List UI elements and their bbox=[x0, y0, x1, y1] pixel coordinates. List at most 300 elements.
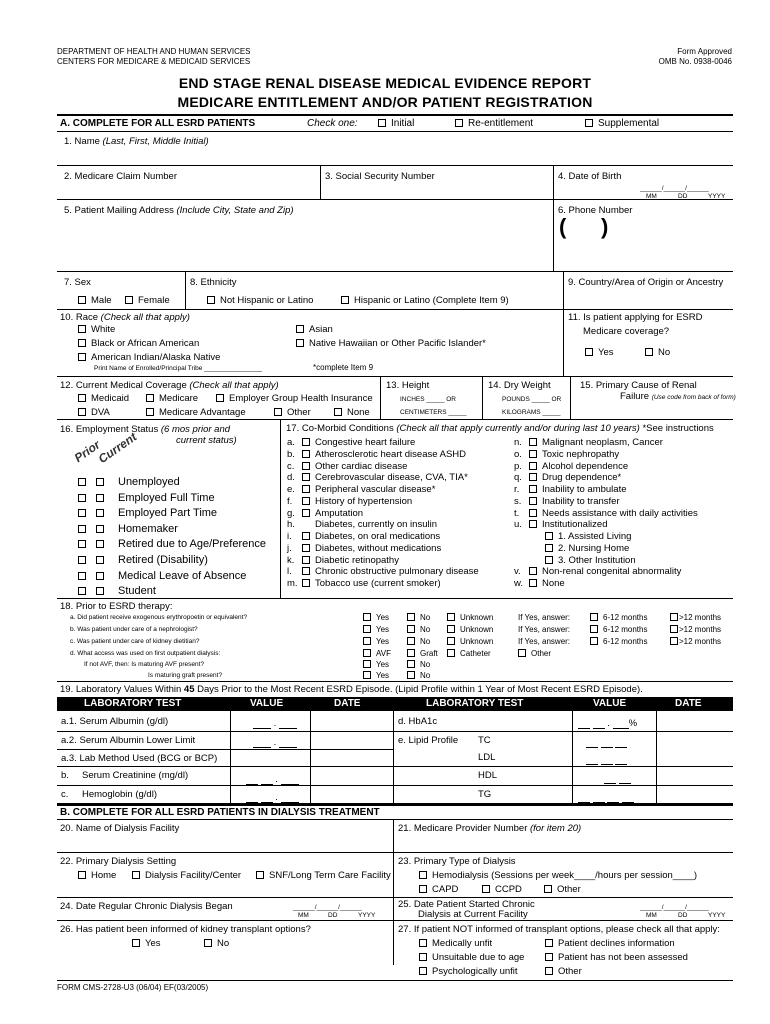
complete-item9-note: *complete Item 9 bbox=[313, 363, 374, 372]
q18-c-label: c. Was patient under care of kidney dietitian? bbox=[70, 638, 200, 645]
comorbid-letter: n. bbox=[514, 437, 522, 448]
employment-row-retired-due-to-age-preference[interactable] bbox=[78, 538, 266, 551]
q18-d-label: d. What access was used on first outpatient dialysis: bbox=[70, 650, 221, 657]
dob-slashes: ______/______/______ bbox=[640, 185, 709, 192]
dialysis-facility-field[interactable]: 20. Name of Dialysis Facility bbox=[60, 823, 180, 834]
current-checkbox[interactable] bbox=[96, 509, 104, 517]
comorbid-letter: w. bbox=[514, 578, 523, 589]
omb-number: OMB No. 0938-0046 bbox=[658, 57, 732, 66]
comorbid-non-renal-congenital-abnormality[interactable] bbox=[514, 566, 681, 577]
comorbid-letter: h. bbox=[287, 519, 295, 531]
comorbid-drug-dependence[interactable] bbox=[514, 472, 621, 483]
name-field[interactable]: 1. Name (Last, First, Middle Initial) bbox=[64, 136, 209, 147]
reason-other[interactable]: Other bbox=[545, 966, 582, 977]
lab-header-value-left: VALUE bbox=[250, 698, 284, 709]
comorbid-checkbox[interactable] bbox=[302, 462, 310, 470]
comorbid-label: Diabetic retinopathy bbox=[315, 554, 399, 566]
comorbid-label: Peripheral vascular disease* bbox=[315, 484, 436, 495]
q18-no-checkbox[interactable] bbox=[407, 625, 415, 633]
q18-b-12plus[interactable] bbox=[670, 625, 721, 635]
comorbid-label: Diabetes, without medications bbox=[315, 542, 442, 554]
informed-yes-checkbox[interactable] bbox=[132, 939, 140, 947]
ethnicity-not-hispanic[interactable]: Not Hispanic or Latino bbox=[207, 295, 313, 306]
coverage-ma[interactable]: Medicare Advantage bbox=[146, 407, 246, 418]
q18-d-graft[interactable] bbox=[407, 649, 438, 659]
q18-b-no[interactable] bbox=[407, 625, 430, 635]
comorbid-checkbox[interactable] bbox=[302, 532, 310, 540]
initial-checkbox[interactable] bbox=[378, 119, 386, 127]
dept-line-2: CENTERS FOR MEDICARE & MEDICAID SERVICES bbox=[57, 57, 251, 66]
albumin-value-input[interactable]: . bbox=[253, 718, 297, 729]
ldl-value-input[interactable] bbox=[586, 754, 627, 765]
type-ccpd[interactable]: CCPD bbox=[482, 884, 522, 895]
months-6-12-checkbox[interactable] bbox=[590, 625, 598, 633]
months-12-plus-checkbox[interactable] bbox=[670, 613, 678, 621]
employment-hint: current status) bbox=[176, 435, 237, 446]
comorbid-amputation[interactable] bbox=[287, 508, 363, 519]
comorbid-other-cardiac-disease[interactable] bbox=[287, 461, 407, 472]
lab-method: a.3. Lab Method Used (BCG or BCP) bbox=[61, 753, 218, 764]
q18-a-6-12[interactable] bbox=[590, 613, 647, 623]
comorbid-letter: p. bbox=[514, 460, 522, 472]
reentitlement-checkbox[interactable] bbox=[455, 119, 463, 127]
prior-checkbox[interactable] bbox=[78, 572, 86, 580]
weight-pounds-field[interactable]: POUNDS _____ OR bbox=[502, 396, 562, 403]
type-hemodialysis[interactable]: Hemodialysis (Sessions per week____/hours per session____) bbox=[419, 870, 697, 881]
race-aian[interactable]: American Indian/Alaska Native bbox=[78, 352, 220, 363]
q18-e-yes[interactable] bbox=[363, 660, 389, 670]
form-approved: Form Approved bbox=[677, 47, 732, 56]
lab-tg: TG bbox=[478, 789, 492, 800]
transplant-informed-no[interactable]: No bbox=[204, 938, 229, 949]
comorbid-checkbox[interactable] bbox=[529, 520, 537, 528]
comorbid-checkbox[interactable] bbox=[302, 450, 310, 458]
comorbid-checkbox[interactable] bbox=[302, 485, 310, 493]
declines-checkbox[interactable] bbox=[545, 939, 553, 947]
current-checkbox[interactable] bbox=[96, 587, 104, 595]
entitlement-initial[interactable]: Initial bbox=[378, 118, 414, 130]
months-6-12-checkbox[interactable] bbox=[590, 613, 598, 621]
coverage-medicare[interactable]: Medicare bbox=[146, 393, 198, 404]
q18-c-12plus[interactable] bbox=[670, 637, 721, 647]
height-inches-field[interactable]: INCHES _____ OR bbox=[400, 396, 456, 403]
comorbid-tobacco-use-current-smoker[interactable] bbox=[287, 578, 441, 589]
coverage-none[interactable]: None bbox=[334, 407, 370, 418]
q18-c-unknown[interactable] bbox=[447, 637, 493, 647]
setting-home[interactable]: Home bbox=[78, 870, 116, 881]
hispanic-checkbox[interactable] bbox=[341, 296, 349, 304]
nhpi-checkbox[interactable] bbox=[296, 339, 304, 347]
home-checkbox[interactable] bbox=[78, 871, 86, 879]
q18-e-no[interactable] bbox=[407, 660, 430, 670]
comorbid-checkbox[interactable] bbox=[529, 497, 537, 505]
coverage-label: 12. Current Medical Coverage (Check all that apply) bbox=[60, 380, 279, 391]
date-of-birth-field[interactable]: 4. Date of Birth bbox=[558, 171, 622, 182]
comorbid-letter: l. bbox=[287, 566, 292, 578]
comorbid-letter: t. bbox=[514, 507, 520, 519]
q18-yes-checkbox[interactable] bbox=[363, 625, 371, 633]
comorbid-none[interactable] bbox=[514, 578, 565, 589]
comorbid-checkbox[interactable] bbox=[529, 473, 537, 481]
comorbid-inability-to-ambulate[interactable] bbox=[514, 484, 627, 495]
ethnicity-label: 8. Ethnicity bbox=[190, 277, 237, 288]
coverage-other[interactable]: Other bbox=[274, 407, 311, 418]
supplemental-checkbox[interactable] bbox=[585, 119, 593, 127]
comorbid-institutionalized[interactable] bbox=[514, 519, 607, 530]
q18-option-label: No bbox=[420, 625, 431, 634]
employment-row-homemaker[interactable] bbox=[78, 523, 178, 536]
comorbid-label: Malignant neoplasm, Cancer bbox=[542, 437, 663, 448]
comorbid-label: Tobacco use (current smoker) bbox=[315, 578, 441, 589]
hemoglobin-value-input[interactable]: . bbox=[246, 792, 299, 803]
race-black[interactable]: Black or African American bbox=[78, 338, 199, 349]
race-nhpi[interactable]: Native Hawaiian or Other Pacific Islander* bbox=[296, 338, 486, 349]
comorbid-checkbox[interactable] bbox=[302, 473, 310, 481]
comorbid-3-other-institution[interactable] bbox=[530, 555, 636, 566]
dob-dd: DD bbox=[678, 193, 688, 200]
height-label: 13. Height bbox=[386, 380, 430, 391]
q18-c-6-12[interactable] bbox=[590, 637, 647, 647]
comorbid-1-assisted-living[interactable] bbox=[530, 531, 631, 542]
capd-checkbox[interactable] bbox=[419, 885, 427, 893]
reason-psych-unfit[interactable]: Psychologically unfit bbox=[419, 966, 518, 977]
height-cm-field[interactable]: CENTIMETERS _____ bbox=[400, 409, 467, 416]
comorbid-checkbox[interactable] bbox=[302, 497, 310, 505]
comorbid-label: Cerebrovascular disease, CVA, TIA* bbox=[315, 472, 468, 484]
q18-avf-checkbox[interactable] bbox=[363, 649, 371, 657]
comorbid-needs-assistance-with-daily-activities[interactable] bbox=[514, 508, 698, 519]
dialysis-type-label: 23. Primary Type of Dialysis bbox=[398, 856, 516, 867]
comorbid-label: Congestive heart failure bbox=[315, 437, 416, 448]
employment-row-unemployed[interactable] bbox=[78, 476, 180, 489]
comorbid-checkbox[interactable] bbox=[302, 579, 310, 587]
q18-yes-checkbox[interactable] bbox=[363, 613, 371, 621]
comorbid-2-nursing-home[interactable] bbox=[530, 543, 629, 554]
center-checkbox[interactable] bbox=[132, 871, 140, 879]
comorbid-checkbox[interactable] bbox=[529, 579, 537, 587]
race-white[interactable]: White bbox=[78, 324, 115, 335]
phone-paren-open: ( bbox=[559, 214, 567, 239]
comorbid-checkbox[interactable] bbox=[545, 556, 553, 564]
q18-b-unknown[interactable] bbox=[447, 625, 493, 635]
male-checkbox[interactable] bbox=[78, 296, 86, 304]
country-origin-field[interactable]: 9. Country/Area of Origin or Ancestry bbox=[568, 277, 724, 288]
ssn-field[interactable]: 3. Social Security Number bbox=[325, 171, 435, 182]
started-facility-date[interactable]: ______/______/______ bbox=[640, 904, 709, 911]
q18-unknown-checkbox[interactable] bbox=[447, 625, 455, 633]
comorbid-label: 1. Assisted Living bbox=[558, 531, 632, 542]
q18-no-checkbox[interactable] bbox=[407, 613, 415, 621]
comorbid-label: Drug dependence* bbox=[542, 472, 622, 484]
comorbid-label: Diabetes, currently on insulin bbox=[315, 519, 437, 531]
comorbid-malignant-neoplasm-cancer[interactable] bbox=[514, 437, 663, 448]
lab-header-test-left: LABORATORY TEST bbox=[84, 698, 182, 709]
type-capd[interactable]: CAPD bbox=[419, 884, 458, 895]
unfit-checkbox[interactable] bbox=[419, 939, 427, 947]
comorbid-checkbox[interactable] bbox=[302, 438, 310, 446]
ethnicity-hispanic[interactable]: Hispanic or Latino (Complete Item 9) bbox=[341, 295, 509, 306]
months-12-plus-checkbox[interactable] bbox=[670, 625, 678, 633]
entitlement-supplemental[interactable]: Supplemental bbox=[585, 118, 659, 130]
prior-checkbox[interactable] bbox=[78, 587, 86, 595]
provider-number-field[interactable]: 21. Medicare Provider Number (for item 20) bbox=[398, 823, 582, 834]
setting-center[interactable]: Dialysis Facility/Center bbox=[132, 870, 241, 881]
comorbid-diabetic-retinopathy[interactable] bbox=[287, 555, 399, 566]
comorbid-checkbox[interactable] bbox=[302, 556, 310, 564]
q18-a-label: a. Did patient receive exogenous erythropoetin or equivalent? bbox=[70, 614, 248, 621]
reason-medically-unfit[interactable]: Medically unfit bbox=[419, 938, 492, 949]
comorbid-checkbox[interactable] bbox=[529, 462, 537, 470]
q18-no-checkbox[interactable] bbox=[407, 671, 415, 679]
employment-row-employed-part-time[interactable] bbox=[78, 507, 217, 520]
comorbid-checkbox[interactable] bbox=[545, 544, 553, 552]
reason-other-checkbox[interactable] bbox=[545, 967, 553, 975]
comorbid-history-of-hypertension[interactable] bbox=[287, 496, 412, 507]
comorbid-letter: k. bbox=[287, 554, 295, 566]
not-informed-label: 27. If patient NOT informed of transplant options, please check all that apply: bbox=[398, 924, 720, 935]
comorbid-chronic-obstructive-pulmonary-disease[interactable] bbox=[287, 566, 479, 577]
months-12-plus-checkbox[interactable] bbox=[670, 637, 678, 645]
lab-tc: TC bbox=[478, 735, 491, 746]
comorbid-label: History of hypertension bbox=[315, 495, 413, 507]
tg-value-input[interactable] bbox=[578, 792, 634, 803]
ma-checkbox[interactable] bbox=[146, 408, 154, 416]
sex-label: 7. Sex bbox=[64, 277, 91, 288]
current-checkbox[interactable] bbox=[96, 572, 104, 580]
other-type-checkbox[interactable] bbox=[544, 885, 552, 893]
q18-option-label: Yes bbox=[376, 625, 390, 634]
q18-a-if-yes: If Yes, answer: bbox=[518, 613, 571, 622]
q18-yes-checkbox[interactable] bbox=[363, 671, 371, 679]
sex-male[interactable]: Male bbox=[78, 295, 112, 306]
prior-esrd-label: 18. Prior to ESRD therapy: bbox=[60, 601, 173, 612]
current-checkbox[interactable] bbox=[96, 540, 104, 548]
ccpd-checkbox[interactable] bbox=[482, 885, 490, 893]
comorbid-checkbox[interactable] bbox=[529, 509, 537, 517]
mailing-address-field[interactable]: 5. Patient Mailing Address (Include City, State and Zip) bbox=[64, 205, 294, 216]
creatinine-value-input[interactable]: . bbox=[246, 774, 299, 785]
q18-option-label: No bbox=[420, 613, 431, 622]
dob-mm: MM bbox=[646, 193, 657, 200]
q18-d-other[interactable] bbox=[518, 649, 551, 659]
q18-f-yes[interactable] bbox=[363, 671, 389, 681]
current-checkbox[interactable] bbox=[96, 478, 104, 486]
race-asian[interactable]: Asian bbox=[296, 324, 333, 335]
informed-no-checkbox[interactable] bbox=[204, 939, 212, 947]
comorbid-diabetes-on-oral-medications[interactable] bbox=[287, 531, 440, 542]
comorbid-label: Institutionalized bbox=[542, 519, 608, 531]
comorbid-letter: j. bbox=[287, 542, 292, 554]
q18-f-no[interactable] bbox=[407, 671, 430, 681]
lab-albumin: a.1. Serum Albumin (g/dl) bbox=[61, 716, 169, 727]
comorbid-atherosclerotic-heart-disease-ashd[interactable] bbox=[287, 449, 466, 460]
lab-header-date-left: DATE bbox=[334, 698, 361, 709]
not-assessed-checkbox[interactable] bbox=[545, 953, 553, 961]
months-6-12-checkbox[interactable] bbox=[590, 637, 598, 645]
lab-c: c. bbox=[61, 789, 69, 800]
q18-c-no[interactable] bbox=[407, 637, 430, 647]
comorbid-cerebrovascular-disease-cva-tia[interactable] bbox=[287, 472, 468, 483]
current-checkbox[interactable] bbox=[96, 494, 104, 502]
current-checkbox[interactable] bbox=[96, 525, 104, 533]
hdl-value-input[interactable] bbox=[604, 773, 631, 784]
employment-row-employed-full-time[interactable] bbox=[78, 492, 215, 505]
comorbid-checkbox[interactable] bbox=[545, 532, 553, 540]
comorbid-letter: f. bbox=[287, 495, 293, 507]
sex-female[interactable]: Female bbox=[125, 295, 170, 306]
comorbid-toxic-nephropathy[interactable] bbox=[514, 449, 619, 460]
q18-other-checkbox[interactable] bbox=[518, 649, 526, 657]
dialysis-began-label: 24. Date Regular Chronic Dialysis Began bbox=[60, 901, 233, 912]
phone-number-field[interactable]: 6. Phone Number bbox=[558, 205, 633, 216]
comorbid-label: Inability to ambulate bbox=[542, 484, 627, 495]
female-checkbox[interactable] bbox=[125, 296, 133, 304]
comorbid-label: Amputation bbox=[315, 507, 364, 519]
esrd-applying-q2: Medicare coverage? bbox=[583, 326, 670, 337]
coverage-egh[interactable]: Employer Group Health Insurance bbox=[216, 393, 373, 404]
asian-checkbox[interactable] bbox=[296, 325, 304, 333]
comorbid-checkbox[interactable] bbox=[529, 567, 537, 575]
q18-option-label: Yes bbox=[376, 660, 390, 669]
unsuitable-checkbox[interactable] bbox=[419, 953, 427, 961]
medicare-claim-number-field[interactable]: 2. Medicare Claim Number bbox=[64, 171, 177, 182]
q18-a-unknown[interactable] bbox=[447, 613, 493, 623]
medicare-checkbox[interactable] bbox=[146, 394, 154, 402]
esrd-applying-no[interactable]: No bbox=[645, 347, 670, 358]
comorbid-inability-to-transfer[interactable] bbox=[514, 496, 620, 507]
comorbid-label: None bbox=[542, 578, 565, 589]
q18-d-avf[interactable] bbox=[363, 649, 391, 659]
section-a-title: A. COMPLETE FOR ALL ESRD PATIENTS bbox=[60, 118, 256, 129]
q18-yes-checkbox[interactable] bbox=[363, 660, 371, 668]
reason-unsuitable-age[interactable]: Unsuitable due to age bbox=[419, 952, 524, 963]
aian-checkbox[interactable] bbox=[78, 353, 86, 361]
q18-option-label: No bbox=[420, 637, 431, 646]
q18-a-no[interactable] bbox=[407, 613, 430, 623]
started-dd: DD bbox=[678, 912, 688, 919]
weight-kg-field[interactable]: KILOGRAMS _____ bbox=[502, 409, 561, 416]
q18-c-if-yes: If Yes, answer: bbox=[518, 637, 571, 646]
comorbid-letter: c. bbox=[287, 460, 295, 472]
comorbid-label: 2. Nursing Home bbox=[558, 542, 630, 554]
dialysis-began-date[interactable]: ______/______/______ bbox=[293, 904, 362, 911]
comorbid-congestive-heart-failure[interactable] bbox=[287, 437, 415, 448]
employment-row-medical-leave-of-absence[interactable] bbox=[78, 570, 246, 583]
comorbid-checkbox[interactable] bbox=[302, 567, 310, 575]
setting-snf[interactable]: SNF/Long Term Care Facility bbox=[256, 870, 391, 881]
prior-checkbox[interactable] bbox=[78, 540, 86, 548]
tribe-name-field[interactable]: Print Name of Enrolled/Principal Tribe ________________ bbox=[94, 365, 263, 372]
tc-value-input[interactable] bbox=[586, 737, 627, 748]
q18-option-label: Unknown bbox=[460, 613, 494, 622]
employment-option-label: Medical Leave of Absence bbox=[118, 569, 247, 582]
white-checkbox[interactable] bbox=[78, 325, 86, 333]
esrd-yes-checkbox[interactable] bbox=[585, 348, 593, 356]
comorbid-alcohol-dependence[interactable] bbox=[514, 461, 628, 472]
q18-option-label: Catheter bbox=[460, 649, 491, 658]
q18-a-yes[interactable] bbox=[363, 613, 389, 623]
entitlement-reentitlement[interactable]: Re-entitlement bbox=[455, 118, 533, 130]
hba1c-value-input[interactable]: . % bbox=[578, 718, 637, 729]
q18-a-12plus[interactable] bbox=[670, 613, 721, 623]
prior-checkbox[interactable] bbox=[78, 478, 86, 486]
prior-checkbox[interactable] bbox=[78, 494, 86, 502]
q18-b-yes[interactable] bbox=[363, 625, 389, 635]
began-mm: MM bbox=[298, 912, 309, 919]
other-coverage-checkbox[interactable] bbox=[274, 408, 282, 416]
comorbid-label: Non-renal congenital abnormality bbox=[542, 566, 682, 578]
lab-header-date-right: DATE bbox=[675, 698, 702, 709]
esrd-no-checkbox[interactable] bbox=[645, 348, 653, 356]
q18-graft-checkbox[interactable] bbox=[407, 649, 415, 657]
lab-creatinine: Serum Creatinine (mg/dl) bbox=[82, 770, 189, 781]
prior-checkbox[interactable] bbox=[78, 525, 86, 533]
comorbid-checkbox[interactable] bbox=[302, 544, 310, 552]
q18-c-yes[interactable] bbox=[363, 637, 389, 647]
transplant-informed-yes[interactable]: Yes bbox=[132, 938, 161, 949]
reason-declines[interactable]: Patient declines information bbox=[545, 938, 675, 949]
reason-not-assessed[interactable]: Patient has not been assessed bbox=[545, 952, 688, 963]
q18-b-6-12[interactable] bbox=[590, 625, 647, 635]
not-hispanic-checkbox[interactable] bbox=[207, 296, 215, 304]
comorbid-label: 17. Co-Morbid Conditions (Check all that apply currently and/or during last 10 years) *See instructions bbox=[286, 423, 714, 434]
medicaid-checkbox[interactable] bbox=[78, 394, 86, 402]
employment-row-retired-disability[interactable] bbox=[78, 554, 208, 567]
comorbid-peripheral-vascular-disease[interactable] bbox=[287, 484, 435, 495]
egh-checkbox[interactable] bbox=[216, 394, 224, 402]
q18-d-catheter[interactable] bbox=[447, 649, 491, 659]
started-facility-label-1: 25. Date Patient Started Chronic bbox=[398, 899, 535, 910]
q18-no-checkbox[interactable] bbox=[407, 637, 415, 645]
section-b-title: B. COMPLETE FOR ALL ESRD PATIENTS IN DIALYSIS TREATMENT bbox=[60, 807, 380, 818]
none-coverage-checkbox[interactable] bbox=[334, 408, 342, 416]
esrd-applying-yes[interactable]: Yes bbox=[585, 347, 614, 358]
lab-albumin-lower: a.2. Serum Albumin Lower Limit bbox=[61, 735, 196, 746]
coverage-dva[interactable]: DVA bbox=[78, 407, 110, 418]
comorbid-label: 3. Other Institution bbox=[558, 554, 636, 566]
comorbid-letter: b. bbox=[287, 448, 295, 460]
albumin-lower-value-input[interactable]: . bbox=[253, 737, 297, 748]
dva-checkbox[interactable] bbox=[78, 408, 86, 416]
comorbid-checkbox[interactable] bbox=[529, 450, 537, 458]
prior-checkbox[interactable] bbox=[78, 556, 86, 564]
comorbid-letter: m. bbox=[287, 578, 298, 589]
coverage-medicaid[interactable]: Medicaid bbox=[78, 393, 129, 404]
employment-row-student[interactable] bbox=[78, 585, 156, 598]
q18-catheter-checkbox[interactable] bbox=[447, 649, 455, 657]
snf-checkbox[interactable] bbox=[256, 871, 264, 879]
q18-unknown-checkbox[interactable] bbox=[447, 613, 455, 621]
q18-no-checkbox[interactable] bbox=[407, 660, 415, 668]
q18-unknown-checkbox[interactable] bbox=[447, 637, 455, 645]
current-checkbox[interactable] bbox=[96, 556, 104, 564]
comorbid-checkbox[interactable] bbox=[529, 485, 537, 493]
q18-yes-checkbox[interactable] bbox=[363, 637, 371, 645]
psych-checkbox[interactable] bbox=[419, 967, 427, 975]
black-checkbox[interactable] bbox=[78, 339, 86, 347]
comorbid-checkbox[interactable] bbox=[529, 438, 537, 446]
comorbid-checkbox[interactable] bbox=[302, 509, 310, 517]
months-label: >12 months bbox=[679, 625, 722, 634]
q18-option-label: AVF bbox=[376, 649, 391, 658]
type-other[interactable]: Other bbox=[544, 884, 581, 895]
primary-cause-field[interactable]: Failure (Use code from back of form) bbox=[620, 391, 736, 402]
q18-b-if-yes: If Yes, answer: bbox=[518, 625, 571, 634]
prior-checkbox[interactable] bbox=[78, 509, 86, 517]
hemodialysis-checkbox[interactable] bbox=[419, 871, 427, 879]
lab-header-test-right: LABORATORY TEST bbox=[426, 698, 524, 709]
comorbid-diabetes-without-medications[interactable] bbox=[287, 543, 441, 554]
